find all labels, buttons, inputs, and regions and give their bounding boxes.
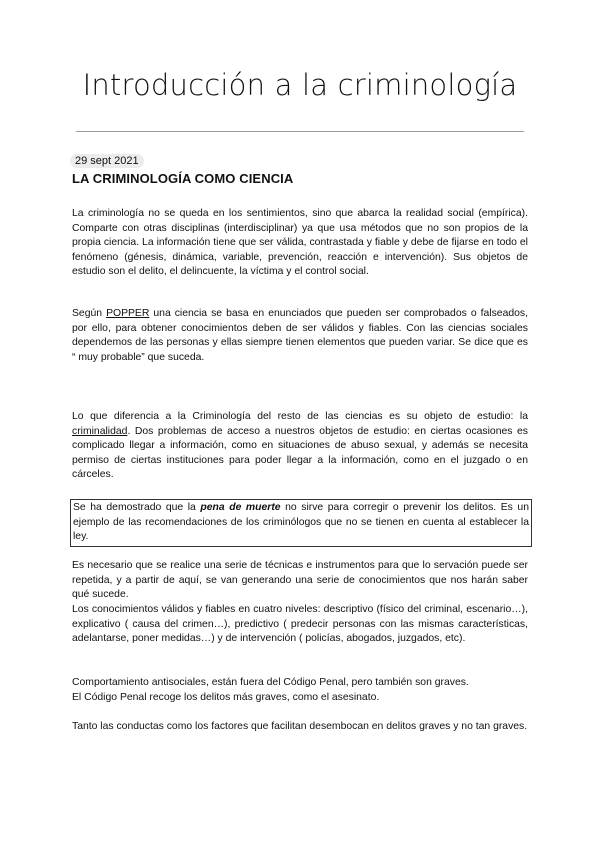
paragraph-conductas: Tanto las conductas como los factores que facilitan desembocan en delitos graves y no tan graves. <box>72 721 528 732</box>
paragraph-popper <box>72 307 528 365</box>
paragraph-popper-before: Según <box>72 308 107 319</box>
title-divider <box>76 131 524 132</box>
paragraph-codigo-penal: El Código Penal recoge los delitos más graves, como el asesinato. <box>72 692 380 703</box>
paragraph-object-of-study <box>72 410 528 483</box>
paragraph-levels: Los conocimientos válidos y fiables en cuatro niveles: descriptivo (físico del criminal, escenario…), explicativo ( causa del crimen…), predictivo ( predecir personas con las mismas características, adelantarse, poner medidas…) y de intervención ( policías, abogados, juzgados, etc). <box>72 604 528 645</box>
paragraph-object-before: Lo que diferencia a la Criminología del resto de las ciencias es su objeto de estudio: la <box>72 411 528 422</box>
highlight-box-emphasis: pena de muerte <box>200 502 281 513</box>
paragraph-popper-after: una ciencia se basa en enunciados que pueden ser comprobados o falseados, por ello, para obtener conocimientos deben de ser válidos y fiables. Con las ciencias sociales dependemos de las personas y ellas siempre tienen elementos que pueden variar. Se dice que es “ muy probable” que suceda. <box>72 308 528 363</box>
highlight-box-before: Se ha demostrado que la <box>73 502 201 513</box>
page-title: Introducción a la criminología <box>82 68 518 102</box>
highlight-box-after: no sirve para corregir o prevenir los delitos. Es un ejemplo de las recomendaciones de los criminólogos que no se tienen en cuenta al establecer la ley. <box>73 502 529 543</box>
paragraph-antisocial: Comportamiento antisociales, están fuera del Código Penal, pero también son graves. <box>72 677 469 688</box>
date-badge: 29 sept 2021 <box>70 154 144 168</box>
section-heading: LA CRIMINOLOGÍA COMO CIENCIA <box>72 171 294 186</box>
highlight-box <box>70 499 532 547</box>
paragraph-intro: La criminología no se queda en los sentimientos, sino que abarca la realidad social (empírica). Comparte con otras disciplinas (interdisciplinar) ya que usa métodos que no son propios de la propia ciencia. La información tiene que ser válida, contrastada y fiable y debe de fijarse en todo el fenómeno (génesis, dinámica, variable, prevención, reacción e intervención). Sus objetos de estudio son el delito, el delincuente, la víctima y el control social. <box>72 208 528 278</box>
criminalidad-term: criminalidad <box>72 425 128 437</box>
paragraph-techniques: Es necesario que se realice una serie de técnicas e instrumentos para que lo servación puede ser repetida, y a partir de aquí, se van generando una serie de conocimientos que nos harán saber qué sucede. <box>72 560 528 601</box>
popper-link[interactable]: POPPER <box>106 308 150 319</box>
paragraph-object-after: . Dos problemas de acceso a nuestros objetos de estudio: en ciertas ocasiones es complicado llegar a información, como en situaciones de abuso sexual, y además se necesita permiso de ciertas instituciones para poder llegar a la información, como en el juzgado o en cárceles. <box>72 425 528 481</box>
